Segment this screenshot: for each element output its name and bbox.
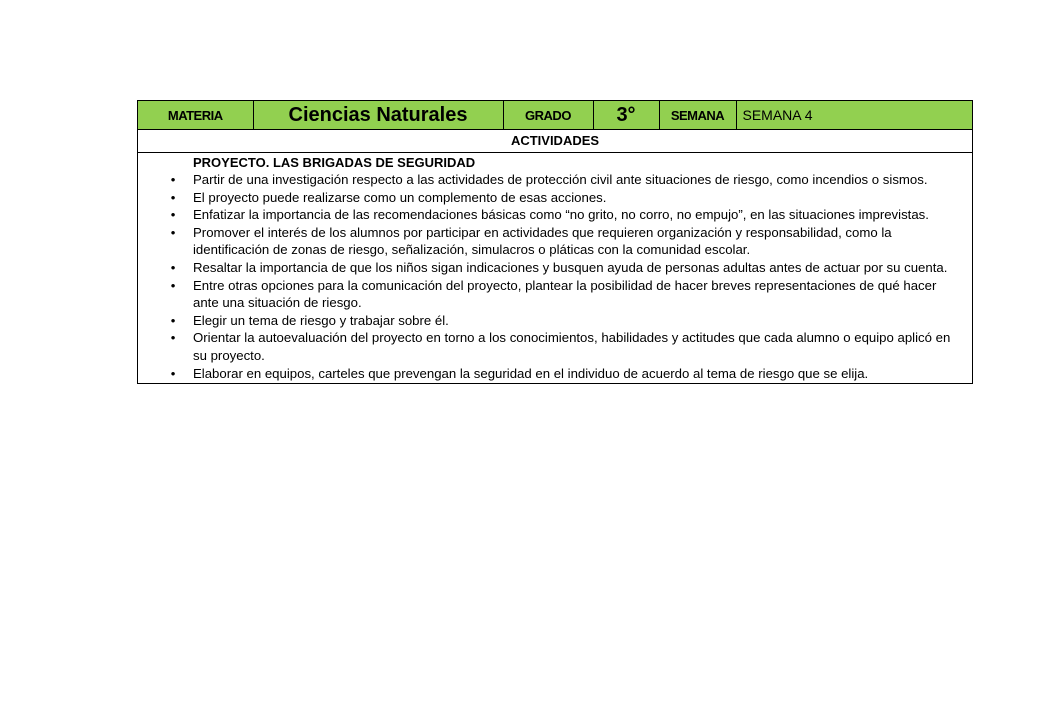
list-item-text: Promover el interés de los alumnos por participar en actividades que requieren organización y responsabilidad, como la identificación de zonas de riesgo, señalización, simulacros o pláticas con la comunidad escolar.: [193, 224, 892, 258]
list-item-text: Partir de una investigación respecto a las actividades de protección civil ante situaciones de riesgo, como incendios o sismos.: [193, 172, 928, 187]
list-item-text: Resaltar la importancia de que los niños sigan indicaciones y busquen ayuda de personas adultas antes de actuar por su cuenta.: [193, 259, 948, 275]
bullet-icon: •: [170, 277, 176, 293]
activities-content: [138, 153, 972, 383]
list-item: [138, 171, 964, 189]
header-table: [138, 101, 972, 129]
list-item: [138, 365, 964, 383]
list-item-text: Elaborar en equipos, carteles que prevengan la seguridad en el individuo de acuerdo al tema de riesgo que se elija.: [193, 365, 869, 381]
grado-value: 3°: [593, 101, 659, 129]
list-item: [138, 206, 964, 224]
planning-sheet: [137, 100, 973, 384]
bullet-icon: •: [170, 224, 176, 240]
list-item-text: El proyecto puede realizarse como un complemento de esas acciones.: [193, 189, 607, 205]
materia-value: Ciencias Naturales: [253, 101, 503, 129]
list-item: [138, 312, 964, 330]
list-item: [138, 277, 964, 312]
semana-value: SEMANA 4: [736, 101, 972, 129]
bullet-icon: •: [170, 172, 176, 187]
list-item: [138, 189, 964, 207]
list-item-text: Enfatizar la importancia de las recomendaciones básicas como “no grito, no corro, no empujo”, en las situaciones imprevistas.: [193, 207, 929, 223]
bullet-icon: •: [170, 189, 176, 205]
bullet-icon: •: [170, 312, 176, 328]
list-item: [138, 329, 964, 364]
bullet-icon: •: [170, 207, 176, 223]
bullet-icon: •: [170, 259, 176, 275]
materia-label: MATERIA: [138, 101, 253, 129]
grado-label: GRADO: [503, 101, 593, 129]
list-item-text: Elegir un tema de riesgo y trabajar sobre él.: [193, 312, 449, 328]
list-item: [138, 259, 964, 277]
project-title: PROYECTO. LAS BRIGADAS DE SEGURIDAD: [193, 155, 476, 170]
bullet-icon: •: [170, 365, 176, 381]
activities-title: ACTIVIDADES: [138, 129, 972, 153]
semana-label: SEMANA: [659, 101, 736, 129]
list-item-text: Orientar la autoevaluación del proyecto en torno a los conocimientos, habilidades y actitudes que cada alumno o equipo aplicó en su proyecto.: [193, 330, 951, 363]
list-item-text: Entre otras opciones para la comunicación del proyecto, plantear la posibilidad de hacer breves representaciones de qué hacer ante una situación de riesgo.: [193, 277, 937, 311]
activities-list: [138, 171, 964, 382]
bullet-icon: •: [170, 330, 176, 346]
list-item: [138, 224, 964, 259]
